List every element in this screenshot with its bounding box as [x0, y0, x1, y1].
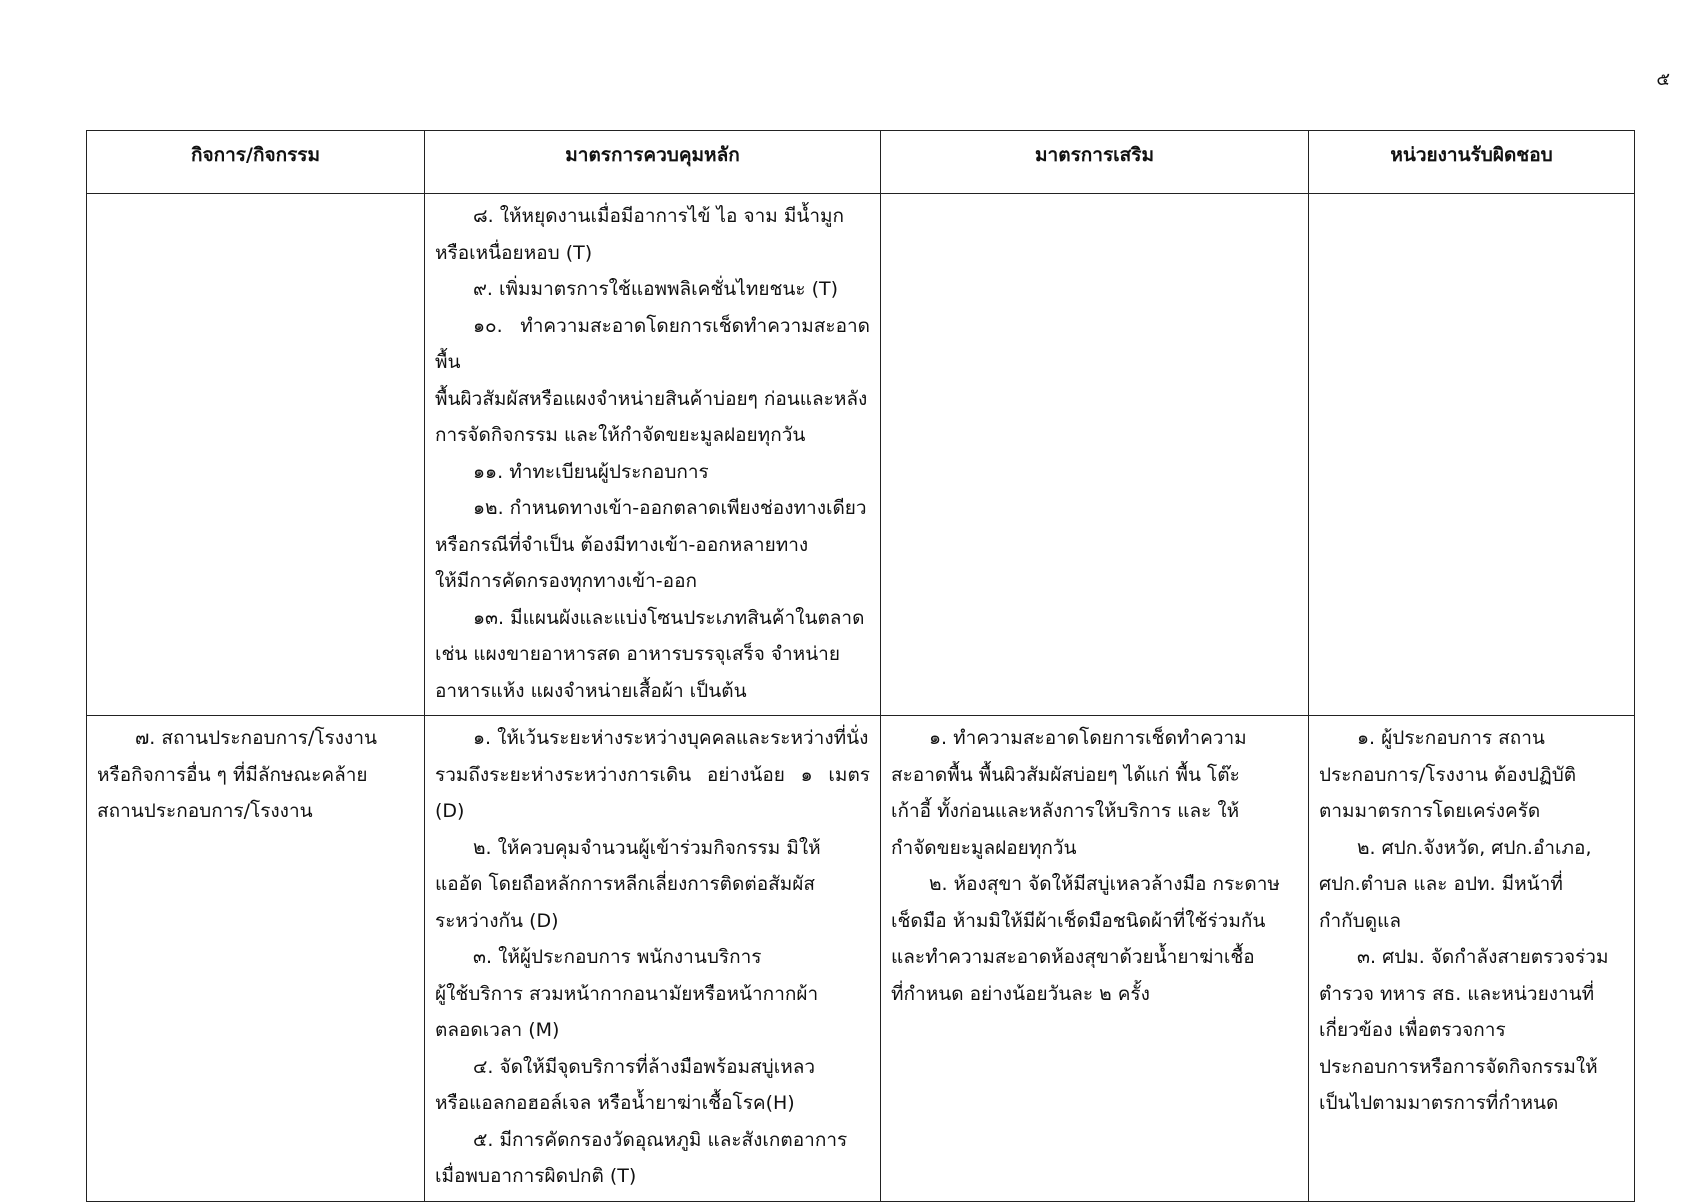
cell-line: และทำความสะอาดห้องสุขาด้วยน้ำยาฆ่าเชื้อ [891, 946, 1255, 968]
cell-line: หรือเหนื่อยหอบ (T) [435, 241, 593, 264]
row2-main-measures-cell [425, 716, 881, 1202]
header-responsible-agency: หน่วยงานรับผิดชอบ [1309, 131, 1635, 194]
cell-line: เกี่ยวข้อง เพื่อตรวจการ [1319, 1019, 1506, 1041]
table-row [87, 194, 1635, 716]
cell-line: ๓. ศปม. จัดกำลังสายตรวจร่วม [1357, 946, 1609, 968]
cell-line: เป็นไปตามมาตรการที่กำหนด [1319, 1092, 1559, 1114]
cell-line: ๑๒. กำหนดทางเข้า-ออกตลาดเพียงช่องทางเดียว [473, 497, 867, 519]
cell-line: สะอาดพื้น พื้นผิวสัมผัสบ่อยๆ ได้แก่ พื้น โต๊ะ [891, 763, 1240, 786]
cell-line: ๑. ให้เว้นระยะห่างระหว่างบุคคลและระหว่างที่นั่ง [473, 727, 869, 749]
cell-line: ๑. ผู้ประกอบการ สถาน [1357, 727, 1545, 749]
cell-line: ตลอดเวลา (M) [435, 1019, 560, 1041]
header-supplementary-measures: มาตรการเสริม [881, 131, 1309, 194]
cell-line: ๓. ให้ผู้ประกอบการ พนักงานบริการ [473, 946, 762, 968]
cell-line: ที่กำหนด อย่างน้อยวันละ ๒ ครั้ง [891, 982, 1150, 1005]
page-number: ๕ [1656, 69, 1670, 90]
cell-line: ๒. ห้องสุขา จัดให้มีสบู่เหลวล้างมือ กระดาษ [929, 873, 1280, 895]
cell-line: ตำรวจ ทหาร สธ. และหน่วยงานที่ [1319, 982, 1595, 1005]
cell-line: ๑๓. มีแผนผังและแบ่งโซนประเภทสินค้าในตลาด [473, 606, 865, 629]
cell-line: ระหว่างกัน (D) [435, 909, 559, 932]
cell-line: ๒. ให้ควบคุมจำนวนผู้เข้าร่วมกิจกรรม มิให้ [473, 836, 821, 859]
row2-activity-cell [87, 716, 425, 1202]
row1-responsible-cell [1309, 194, 1635, 716]
cell-line: เช่น แผงขายอาหารสด อาหารบรรจุเสร็จ จำหน่าย [435, 643, 840, 665]
cell-line: ผู้ใช้บริการ สวมหน้ากากอนามัยหรือหน้ากากผ้า [435, 982, 819, 1005]
cell-line: ๔. จัดให้มีจุดบริการที่ล้างมือพร้อมสบู่เหลว [473, 1055, 816, 1078]
cell-line: หรือแอลกอฮอล์เจล หรือน้ำยาฆ่าเชื้อโรค(H) [435, 1092, 795, 1114]
cell-line: ๒. ศปก.จังหวัด, ศปก.อำเภอ, [1357, 836, 1592, 859]
cell-line: ๙. เพิ่มมาตรการใช้แอพพลิเคชั่นไทยชนะ (T) [473, 278, 839, 300]
row1-supplementary-cell [881, 194, 1309, 716]
cell-line: ๗. สถานประกอบการ/โรงงาน [135, 727, 377, 749]
cell-line: สถานประกอบการ/โรงงาน [97, 800, 313, 822]
cell-line: ตามมาตรการโดยเคร่งครัด [1319, 800, 1541, 822]
cell-line: พื้นผิวสัมผัสหรือแผงจำหน่ายสินค้าบ่อยๆ ก่อนและหลัง [435, 387, 868, 410]
cell-line: ๑๐. ทำความสะอาดโดยการเช็ดทำความสะอาดพื้น [435, 314, 870, 373]
row2-supplementary-cell [881, 716, 1309, 1202]
row1-main-measures-cell [425, 194, 881, 716]
cell-line: หรือกิจการอื่น ๆ ที่มีลักษณะคล้าย [97, 763, 368, 786]
measures-table [86, 130, 1635, 1202]
row2-responsible-cell [1309, 716, 1635, 1202]
cell-line: ๑. ทำความสะอาดโดยการเช็ดทำความ [929, 727, 1247, 749]
cell-line: เช็ดมือ ห้ามมิให้มีผ้าเช็ดมือชนิดผ้าที่ใช้ร่วมกัน [891, 909, 1266, 932]
cell-line: รวมถึงระยะห่างระหว่างการเดิน อย่างน้อย ๑ เมตร (D) [435, 763, 870, 822]
header-activity: กิจการ/กิจกรรม [87, 131, 425, 194]
cell-line: หรือกรณีที่จำเป็น ต้องมีทางเข้า-ออกหลายทาง [435, 533, 809, 556]
cell-line: แออัด โดยถือหลักการหลีกเลี่ยงการติดต่อสัมผัส [435, 873, 815, 895]
cell-line: อาหารแห้ง แผงจำหน่ายเสื้อผ้า เป็นต้น [435, 679, 747, 702]
cell-line: ให้มีการคัดกรองทุกทางเข้า-ออก [435, 570, 697, 592]
cell-line: กำจัดขยะมูลฝอยทุกวัน [891, 836, 1077, 859]
table-row [87, 716, 1635, 1202]
cell-line: เก้าอี้ ทั้งก่อนและหลังการให้บริการ และ ให้ [891, 800, 1240, 822]
cell-line: เมื่อพบอาการผิดปกติ (T) [435, 1165, 637, 1187]
cell-line: ประกอบการหรือการจัดกิจกรรมให้ [1319, 1055, 1598, 1078]
cell-line: การจัดกิจกรรม และให้กำจัดขยะมูลฝอยทุกวัน [435, 424, 806, 446]
row1-activity-cell [87, 194, 425, 716]
table-header-row [87, 131, 1635, 194]
cell-line: ๘. ให้หยุดงานเมื่อมีอาการไข้ ไอ จาม มีน้ำมูก [473, 205, 845, 227]
cell-line: ๑๑. ทำทะเบียนผู้ประกอบการ [473, 460, 709, 483]
cell-line: กำกับดูแล [1319, 909, 1401, 932]
header-main-measures: มาตรการควบคุมหลัก [425, 131, 881, 194]
cell-line: ประกอบการ/โรงงาน ต้องปฏิบัติ [1319, 763, 1577, 786]
cell-line: ๕. มีการคัดกรองวัดอุณหภูมิ และสังเกตอาการ [473, 1128, 848, 1151]
cell-line: ศปก.ตำบล และ อปท. มีหน้าที่ [1319, 873, 1563, 895]
